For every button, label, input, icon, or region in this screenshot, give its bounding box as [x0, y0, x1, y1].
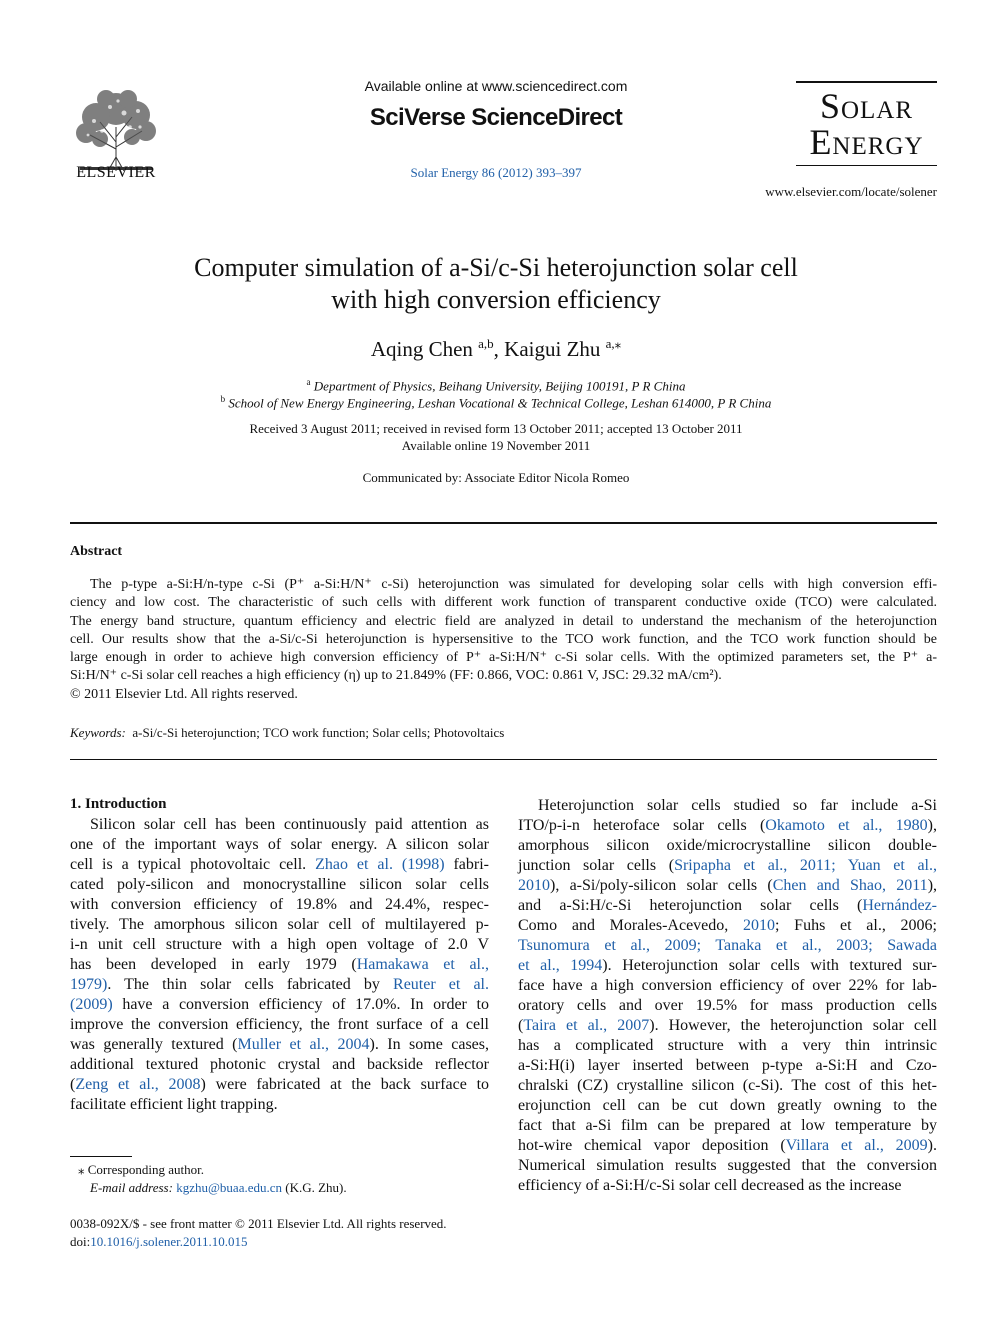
- citation-link[interactable]: Tsunomura et al., 2009; Tanaka et al., 2003; Sawada: [518, 937, 937, 954]
- title-line-2: with high conversion efficiency: [331, 285, 661, 314]
- body-text-line: 1979). The thin solar cells fabricated by Reuter et al.: [70, 976, 489, 993]
- citation-link[interactable]: Okamoto et al., 1980: [765, 817, 928, 834]
- citation-link[interactable]: (2009): [70, 996, 113, 1013]
- body-text-line: and a-Si:H/c-Si heterojunction solar cells (Hernández-: [518, 897, 937, 914]
- body-text-line: (Zeng et al., 2008) were fabricated at the back surface to: [70, 1076, 490, 1093]
- author-name[interactable]: Aqing Chen: [370, 337, 473, 361]
- body-text-line: fact that a-Si film can be prepared at low temperature by: [518, 1117, 937, 1134]
- citation-link[interactable]: Muller et al., 2004: [237, 1036, 370, 1053]
- body-text-line: i-n unit cell structure with a high open voltage of 2.0 V: [70, 936, 489, 953]
- communicated-by: Communicated by: Associate Editor Nicola Romeo: [362, 470, 630, 485]
- citation-link[interactable]: Hamakawa et al.,: [356, 956, 489, 973]
- body-text-line: cated poly-silicon and monocrystalline silicon solar cells: [70, 876, 489, 893]
- citation-link[interactable]: Hernández-: [862, 897, 937, 914]
- page-footer: [70, 1215, 447, 1251]
- citation-link[interactable]: et al., 1994: [518, 957, 603, 974]
- body-text-line: (2009) have a conversion efficiency of 17.0%. In order to: [70, 996, 489, 1013]
- body-column-left: [70, 815, 489, 1115]
- email-name: (K.G. Zhu).: [285, 1180, 347, 1195]
- abstract-heading: Abstract: [70, 544, 123, 559]
- author-affiliation-mark: a,⁎: [605, 336, 622, 351]
- citation-link[interactable]: Zhao et al. (1998): [315, 856, 445, 873]
- abstract-body: [70, 576, 937, 704]
- body-text-line: [518, 936, 937, 956]
- email-label: E-mail address:: [90, 1180, 173, 1195]
- affiliation-a: [0, 377, 992, 394]
- keywords-label: Keywords:: [70, 725, 126, 740]
- doi-link[interactable]: 10.1016/j.solener.2011.10.015: [90, 1234, 248, 1249]
- body-text-line: cell is a typical photovoltaic cell. Zhao et al. (1998) fabri-: [70, 856, 490, 873]
- section-heading-introduction: 1. Introduction: [70, 796, 167, 812]
- affiliation-b: [0, 394, 992, 411]
- citation-link[interactable]: Sripapha et al., 2011; Yuan et al.,: [674, 857, 938, 874]
- body-text-line: improve the conversion efficiency, the front surface of a cell: [70, 1016, 489, 1033]
- body-text-line: Como and Morales-Acevedo, 2010; Fuhs et al., 2006;: [518, 917, 937, 934]
- available-online-text: Available online at www.sciencedirect.com: [364, 78, 628, 94]
- body-text-line: et al., 1994). Heterojunction solar cells with textured sur-: [518, 957, 937, 974]
- body-text-line: with conversion efficiency of 19.8% and 24.4%, respec-: [70, 896, 489, 913]
- issn-line: 0038-092X/$ - see front matter © 2011 Elsevier Ltd. All rights reserved.: [70, 1216, 447, 1231]
- body-text-line: has a complicated structure with a very thin intrinsic: [518, 1037, 937, 1054]
- body-text-line: has been developed in early 1979 (Hamakawa et al.,: [70, 956, 489, 973]
- citation-link[interactable]: Villara et al., 2009: [785, 1137, 928, 1154]
- publisher-name: ELSEVIER: [76, 164, 156, 181]
- abstract-line: ciency and low cost. The characteristic of such cells with different work function of transparent conductive oxide (TCO) were calculated.: [70, 595, 937, 611]
- body-text-line: ITO/p-i-n heteroface solar cells (Okamoto et al., 1980),: [518, 817, 937, 834]
- journal-logo-rule-bottom: [796, 165, 937, 166]
- citation-link[interactable]: 1979): [70, 976, 108, 993]
- sciverse-sciencedirect-logo: SciVerse ScienceDirect: [369, 104, 623, 131]
- author-list: [0, 336, 992, 362]
- email-link[interactable]: kgzhu@buaa.edu.cn: [176, 1180, 283, 1195]
- abstract-line: The energy band structure, quantum efficiency and electric field are analyzed in detail to understand the mechanism of the heterojunction: [70, 613, 937, 629]
- body-column-right: [518, 796, 937, 1196]
- journal-logo-rule-top: [796, 81, 937, 83]
- keywords: [70, 725, 937, 741]
- body-text-line: oratory cells and over 19.5% for mass production cells: [518, 997, 937, 1014]
- body-text-line: erojunction cell can be cut down greatly owning to the: [518, 1097, 937, 1114]
- affiliation-mark: b: [220, 394, 226, 404]
- footnote-mark: ⁎: [78, 1162, 85, 1177]
- abstract-bottom-rule: [70, 759, 937, 760]
- body-text-line: chralski (CZ) crystalline silicon (c-Si). The cost of this het-: [518, 1077, 937, 1094]
- author-separator: ,: [493, 337, 505, 361]
- body-text-line: one of the important ways of solar energy. A silicon solar: [70, 836, 489, 853]
- affiliation-text: Department of Physics, Beihang University, Beijing 100191, P R China: [313, 378, 686, 394]
- affiliation-mark: a: [306, 377, 311, 387]
- body-text-line: Silicon solar cell has been continuously paid attention as: [90, 816, 489, 833]
- body-text-line: (Taira et al., 2007). However, the heterojunction solar cell: [518, 1017, 938, 1034]
- abstract-top-rule: [70, 522, 937, 524]
- journal-url[interactable]: www.elsevier.com/locate/solener: [765, 184, 937, 199]
- affiliation-text: School of New Energy Engineering, Leshan Vocational & Technical College, Leshan 614000, P R China: [228, 395, 772, 411]
- abstract-line: The p-type a-Si:H/n-type c-Si (P⁺ a-Si:H/N⁺ c-Si) heterojunction was simulated for developing solar cells with high conversion effi-: [90, 577, 937, 592]
- citation-link[interactable]: Zeng et al., 2008: [75, 1076, 201, 1093]
- article-title: [0, 252, 992, 316]
- copyright-line: © 2011 Elsevier Ltd. All rights reserved.: [70, 686, 298, 702]
- body-text-line: additional textured photonic crystal and backside reflector: [70, 1056, 489, 1073]
- body-text-line: Numerical simulation results suggested that the conversion: [518, 1157, 937, 1174]
- abstract-line: large enough in order to achieve high conversion efficiency of P⁺ a-Si:H/N⁺ c-Si solar cells. With the optimized parameters set, the P⁺ a-: [70, 650, 937, 666]
- doi-label: doi:: [70, 1234, 91, 1249]
- keywords-text: a-Si/c-Si heterojunction; TCO work function; Solar cells; Photovoltaics: [132, 725, 505, 740]
- citation-link[interactable]: Reuter et al.: [393, 976, 489, 993]
- author-affiliation-mark: a,b: [478, 336, 494, 351]
- body-text-line: tively. The amorphous silicon solar cell of multilayered p-: [70, 916, 489, 933]
- title-line-1: Computer simulation of a-Si/c-Si heterojunction solar cell: [194, 253, 798, 282]
- available-date: Available online 19 November 2011: [401, 438, 591, 453]
- corresponding-author-footnote: [70, 1161, 347, 1197]
- citation-link[interactable]: 2010: [743, 917, 775, 934]
- citation-link[interactable]: 2010: [518, 877, 550, 894]
- journal-logo-solar: Solar: [819, 86, 914, 126]
- footnote-rule: [70, 1156, 132, 1157]
- received-dates: Received 3 August 2011; received in revised form 13 October 2011; accepted 13 October 2011: [249, 421, 743, 436]
- body-text-line: was generally textured (Muller et al., 2004). In some cases,: [70, 1036, 490, 1053]
- footnote-text: Corresponding author.: [87, 1162, 205, 1177]
- body-text-line: hot-wire chemical vapor deposition (Villara et al., 2009).: [518, 1137, 937, 1154]
- body-text-line: junction solar cells (Sripapha et al., 2011; Yuan et al.,: [518, 857, 938, 874]
- abstract-line: Si:H/N⁺ c-Si solar cell reaches a high efficiency (η) up to 21.849% (FF: 0.866, VOC: 0.861 V, JSC: 29.32 mA/cm²).: [70, 668, 722, 684]
- citation-link[interactable]: Chen and Shao, 2011: [772, 877, 928, 894]
- body-text-line: Heterojunction solar cells studied so far include a-Si: [538, 797, 937, 814]
- author-name[interactable]: Kaigui Zhu: [504, 337, 601, 361]
- citation-link[interactable]: Taira et al., 2007: [523, 1017, 650, 1034]
- journal-reference-link[interactable]: Solar Energy 86 (2012) 393–397: [410, 165, 582, 180]
- journal-logo-energy: Energy: [809, 122, 924, 162]
- body-text-line: face have a high conversion efficiency of over 22% for lab-: [518, 977, 937, 994]
- body-text-line: amorphous silicon oxide/microcrystalline silicon double-: [518, 837, 937, 854]
- body-text-line: efficiency of a-Si:H/c-Si solar cell decreased as the increase: [518, 1177, 902, 1194]
- body-text-line: a-Si:H(i) layer inserted between p-type a-Si:H and Czo-: [518, 1057, 937, 1074]
- abstract-line: cell. Our results show that the a-Si/c-Si heterojunction is hypersensitive to the TCO work function, and the TCO work function should be: [70, 631, 937, 647]
- body-text-line: 2010), a-Si/poly-silicon solar cells (Chen and Shao, 2011),: [518, 877, 938, 894]
- body-text-line: facilitate efficient light trapping.: [70, 1096, 278, 1113]
